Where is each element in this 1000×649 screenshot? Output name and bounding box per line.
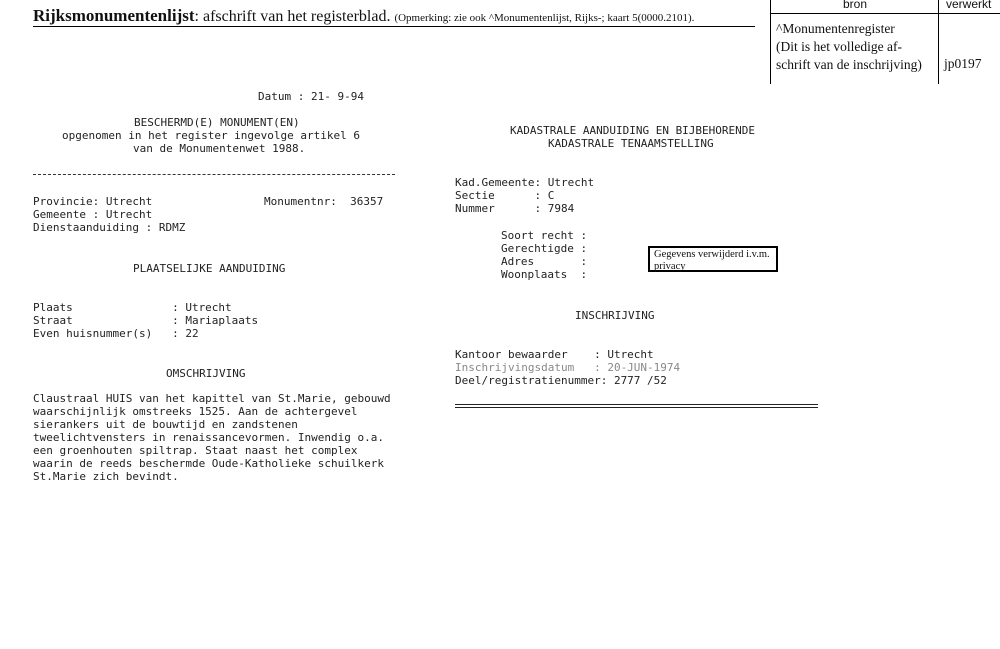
- kad-gemeente: Kad.Gemeente: Utrecht: [455, 176, 595, 189]
- omschrijving-text: [33, 392, 391, 483]
- table-verwerkt-cell: jp0197: [944, 56, 982, 71]
- omschrijving-line: een groenhouten spiltrap. Staat naast het complex: [33, 444, 358, 457]
- soort-recht: Soort recht :: [501, 229, 588, 242]
- bron-line: ^Monumentenregister: [776, 21, 895, 36]
- omschrijving-line: Claustraal HUIS van het kapittel van St.Marie, gebouwd: [33, 392, 391, 405]
- straat: Straat : Mariaplaats: [33, 314, 259, 327]
- omschrijving-line: waarin de reeds beschermde Oude-Katholieke schuilkerk: [33, 457, 384, 470]
- omschrijving-title: OMSCHRIJVING: [166, 367, 246, 380]
- beschermd-line3: van de Monumentenwet 1988.: [133, 142, 306, 155]
- deel-registratienummer: Deel/registratienummer: 2777 /52: [455, 374, 667, 387]
- table-header-rule: [770, 13, 1000, 14]
- gerechtigde: Gerechtigde :: [501, 242, 588, 255]
- header-title-bold: Rijksmonumentenlijst: [33, 6, 195, 25]
- omschrijving-line: sierankers uit de bouwtijd en zandstenen: [33, 418, 298, 431]
- table-col-bron: bron: [843, 0, 868, 11]
- huisnummer: Even huisnummer(s) : 22: [33, 327, 199, 340]
- inschrijving-title: INSCHRIJVING: [575, 309, 655, 322]
- double-rule: [455, 404, 818, 408]
- table-bron-cell: [776, 20, 922, 74]
- bron-line: schrift van de inschrijving): [776, 57, 922, 72]
- adres: Adres :: [501, 255, 588, 268]
- table-col-verwerkt: verwerkt: [946, 0, 992, 11]
- datum: Datum : 21- 9-94: [258, 90, 364, 103]
- sectie: Sectie : C: [455, 189, 555, 202]
- dienstaanduiding: Dienstaanduiding : RDMZ: [33, 221, 186, 234]
- plaats: Plaats : Utrecht: [33, 301, 232, 314]
- header-remark: (Opmerking: zie ook ^Monumentenlijst, Rijks-; kaart 5(0000.2101).: [394, 12, 695, 24]
- nummer: Nummer : 7984: [455, 202, 575, 215]
- beschermd-title: BESCHERMD(E) MONUMENT(EN): [134, 116, 300, 129]
- header-title-rest: : afschrift van het registerblad.: [194, 8, 391, 25]
- beschermd-line2: opgenomen in het register ingevolge artikel 6: [62, 129, 361, 142]
- monumentnr: Monumentnr: 36357: [264, 195, 384, 208]
- kantoor-bewaarder: Kantoor bewaarder : Utrecht: [455, 348, 654, 361]
- woonplaats: Woonplaats :: [501, 268, 588, 281]
- kadastrale-title2: KADASTRALE TENAAMSTELLING: [548, 137, 714, 150]
- bron-line: (Dit is het volledige af-: [776, 39, 902, 54]
- header-rule: [33, 26, 755, 27]
- provincie: Provincie: Utrecht: [33, 195, 153, 208]
- omschrijving-line: St.Marie zich bevindt.: [33, 470, 179, 483]
- dashed-rule: [33, 174, 395, 175]
- plaatselijke-title: PLAATSELIJKE AANDUIDING: [133, 262, 286, 275]
- header-title: [33, 6, 694, 26]
- gemeente: Gemeente : Utrecht: [33, 208, 153, 221]
- omschrijving-line: tweelichtvensters in renaissancevormen. Inwendig o.a.: [33, 431, 384, 444]
- kadastrale-title1: KADASTRALE AANDUIDING EN BIJBEHORENDE: [510, 124, 756, 137]
- omschrijving-line: waarschijnlijk omstreeks 1525. Aan de achtergevel: [33, 405, 358, 418]
- privacy-note-box: Gegevens verwijderd i.v.m. privacy: [648, 246, 778, 272]
- inschrijvingsdatum: Inschrijvingsdatum : 20-JUN-1974: [455, 361, 681, 374]
